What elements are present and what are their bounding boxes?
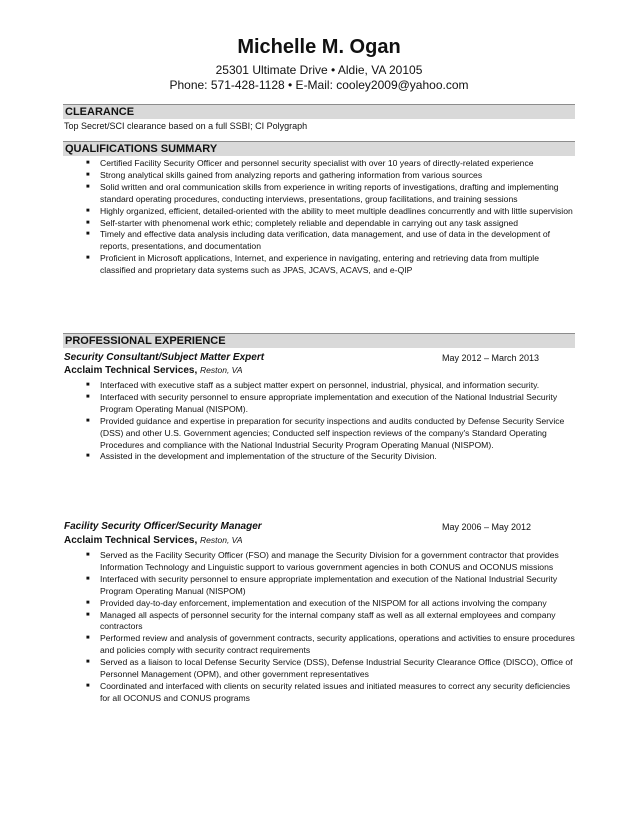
job-title: Security Consultant/Subject Matter Expert [64, 352, 265, 363]
list-item-text: Provided day-to-day enforcement, implementation and execution of the NISPOM for all actions involving the company [100, 597, 547, 608]
list-item-text: Served as the Facility Security Officer (FSO) and manage the Security Division for a government contractor that provides Information Technology and Linguistic support to various government agencies in both CONUS and OCONUS missions [100, 550, 559, 572]
qualifications-list [64, 158, 576, 277]
list-item [64, 392, 576, 416]
list-item [64, 574, 576, 598]
list-item [64, 253, 576, 277]
square-bullet-icon: ■ [86, 382, 90, 388]
list-item [64, 550, 576, 574]
job-duties-list [64, 550, 576, 705]
square-bullet-icon: ■ [86, 255, 90, 262]
contact-line: Phone: 571-428-1128 • E-Mail: cooley2009@yahoo.com [169, 78, 469, 92]
square-bullet-icon: ■ [86, 659, 90, 666]
list-item-text: Interfaced with executive staff as a subject matter expert on personnel, industrial, physical, and information security. [100, 380, 540, 390]
list-item-text: Strong analytical skills gained from analyzing reports and gathering information from various sources [100, 169, 483, 180]
company-label: Acclaim Technical Services, [64, 535, 198, 546]
square-bullet-icon: ■ [86, 635, 90, 642]
list-item-text: Certified Facility Security Officer and personnel security specialist with over 10 years of directly-related experience [100, 158, 534, 168]
company-location: Reston, VA [200, 365, 243, 375]
section-heading-qualifications: QUALIFICATIONS SUMMARY [63, 141, 575, 156]
clearance-text: Top Secret/SCI clearance based on a full SSBI; CI Polygraph [64, 121, 308, 131]
list-item-text: Assisted in the development and implementation of the structure of the Security Division. [100, 451, 437, 462]
list-item-text: Coordinated and interfaced with clients on security related issues and initiated measures to correct any security deficiencies for all OCONUS and CONUS programs [100, 680, 571, 703]
list-item-text: Proficient in Microsoft applications, Internet, and experience in navigating, entering and retrieving data from multiple classified and proprietary data systems such as JPAS, JCAVS, ACAVS, and e-QIP [100, 253, 539, 276]
list-item-text: Interfaced with security personnel to ensure appropriate implementation and execution of the National Industrial Security Program Operating Manual (NISPOM). [100, 391, 558, 414]
square-bullet-icon: ■ [86, 160, 90, 166]
list-item [64, 229, 576, 253]
list-item-text: Served as a liaison to local Defense Security Service (DSS), Defense Industrial Security Clearance Office (DISCO), Office of Personnel Management (OPM), and other government representatives [100, 657, 573, 680]
list-item-text: Provided guidance and expertise in preparation for security inspections and audits conducted by Defense Security Service (DSS) and other U.S. Government agencies; Conducted self inspection reviews of the company's Standard Operating Procedures and compliance with the National Industrial Security Program Operating Manual (NISPOM). [100, 415, 565, 450]
square-bullet-icon: ■ [86, 393, 90, 400]
list-item-text: Highly organized, efficient, detailed-oriented with the ability to meet multiple deadlines concurrently and with little supervision [100, 205, 573, 216]
list-item-text: Solid written and oral communication skills from experience in writing reports of investigations, drafting and implementing standard operating procedures, conducting interviews, presentations, group facilitations, and training sessions [100, 181, 559, 204]
section-heading-clearance: CLEARANCE [63, 104, 575, 119]
square-bullet-icon: ■ [86, 575, 90, 582]
list-item-text: Timely and effective data analysis including data verification, data management, and use of data in the development of reports, presentations, and documentation [100, 229, 551, 252]
square-bullet-icon: ■ [86, 552, 90, 558]
list-item [64, 182, 576, 206]
square-bullet-icon: ■ [86, 219, 90, 226]
square-bullet-icon: ■ [86, 611, 90, 618]
list-item [64, 218, 576, 230]
company-location: Reston, VA [200, 535, 243, 545]
list-item-text: Interfaced with security personnel to ensure appropriate implementation and execution of the National Industrial Security Program Operating Manual (NISPOM) [100, 573, 558, 596]
address-line: 25301 Ultimate Drive • Aldie, VA 20105 [215, 63, 423, 77]
square-bullet-icon: ■ [86, 207, 90, 214]
square-bullet-icon: ■ [86, 682, 90, 689]
list-item [64, 633, 576, 657]
list-item [64, 206, 576, 218]
list-item [64, 657, 576, 681]
company-name [64, 365, 243, 376]
company-label: Acclaim Technical Services, [64, 365, 198, 376]
square-bullet-icon: ■ [86, 183, 90, 190]
list-item [64, 598, 576, 610]
job-dates: May 2006 – May 2012 [442, 522, 532, 532]
list-item-text: Managed all aspects of personnel security for the internal company staff as well as all external employees and company contractors [100, 609, 556, 632]
job-duties-list [64, 380, 576, 463]
square-bullet-icon: ■ [86, 453, 90, 460]
candidate-name: Michelle M. Ogan [237, 36, 401, 58]
list-item [64, 416, 576, 452]
section-heading-experience: PROFESSIONAL EXPERIENCE [63, 333, 575, 348]
square-bullet-icon: ■ [86, 231, 90, 238]
square-bullet-icon: ■ [86, 417, 90, 424]
list-item-text: Performed review and analysis of government contracts, security applications, operations and activities to ensure procedures and policies comply with security contract requirements [100, 633, 575, 656]
list-item-text: Self-starter with phenomenal work ethic; completely reliable and dependable in carrying out any task assigned [100, 217, 518, 228]
list-item [64, 610, 576, 634]
list-item [64, 170, 576, 182]
company-name [64, 535, 243, 546]
list-item [64, 158, 576, 170]
list-item [64, 380, 576, 392]
list-item [64, 451, 576, 463]
job-title: Facility Security Officer/Security Manager [64, 521, 262, 532]
list-item [64, 681, 576, 705]
job-dates: May 2012 – March 2013 [442, 353, 540, 363]
square-bullet-icon: ■ [86, 599, 90, 606]
square-bullet-icon: ■ [86, 171, 90, 178]
